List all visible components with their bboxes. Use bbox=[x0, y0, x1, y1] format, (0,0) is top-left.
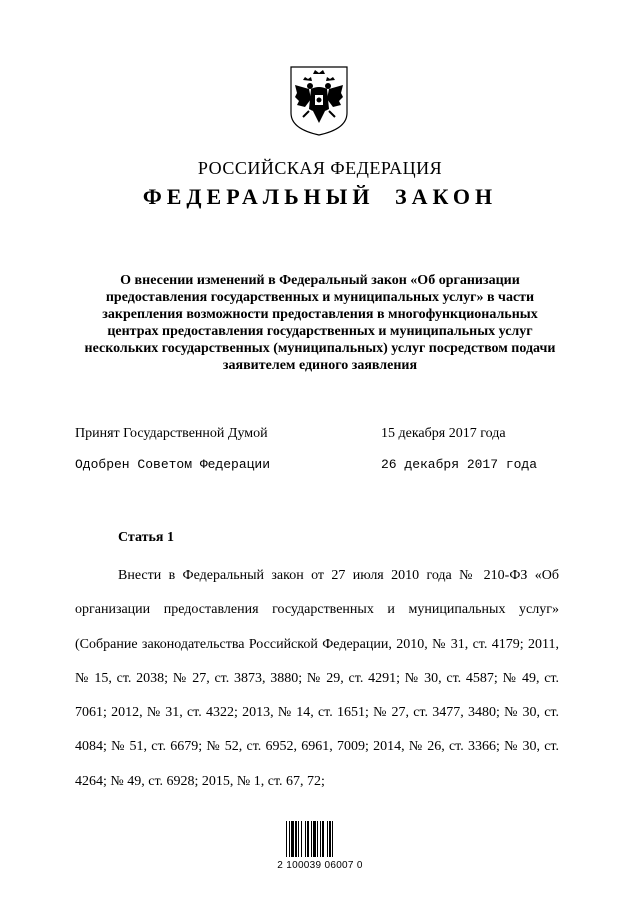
duma-date: 15 декабря 2017 года bbox=[381, 426, 506, 441]
council-date: 26 декабря 2017 года bbox=[381, 457, 538, 472]
article-text: Внести в Федеральный закон от 27 июля 2010 года № 210-ФЗ «Об организации предоставления государственных и муниципальных услуг» (Собрание законодательства Российской Федерации, 2010, № 31, ст. 4179; 2011, № 15, ст. 2038; № 27, ст. 3873, 3880; № 29, ст. 4291; № 30, ст. 4587; № 49, ст. 7061; 2012, № 31, ст. 4322; 2013, № 14, ст. 1651; № 27, ст. 3477, 3480; № 30, ст. 4084; № 51, ст. 6679; № 52, ст. 6952, 6961, 7009; 2014, № 26, ст. 3366; № 30, ст. 4264; № 49, ст. 6928; 2015, № 1, ст. 67, 72; bbox=[75, 568, 559, 789]
council-label: Одобрен Советом Федерации bbox=[75, 457, 271, 472]
law-title: О внесении изменений в Федеральный закон «Об организации предоставления государственных и муниципальных услуг» в части закрепления возможности предоставления в многофункциональных центрах предоставления государственных и муниципальных услуг нескольких государственных (муниципальных) услуг посредством подачи заявителем единого заявления bbox=[84, 273, 556, 373]
duma-label: Принят Государственной Думой bbox=[75, 426, 268, 441]
country-name: РОССИЙСКАЯ ФЕДЕРАЦИЯ bbox=[197, 158, 443, 178]
document-type: ФЕДЕРАЛЬНЫЙ ЗАКОН bbox=[142, 184, 498, 209]
coat-of-arms-icon bbox=[287, 63, 351, 137]
barcode-number: 2 100039 06007 0 bbox=[277, 860, 363, 871]
article-heading: Статья 1 bbox=[118, 530, 174, 545]
